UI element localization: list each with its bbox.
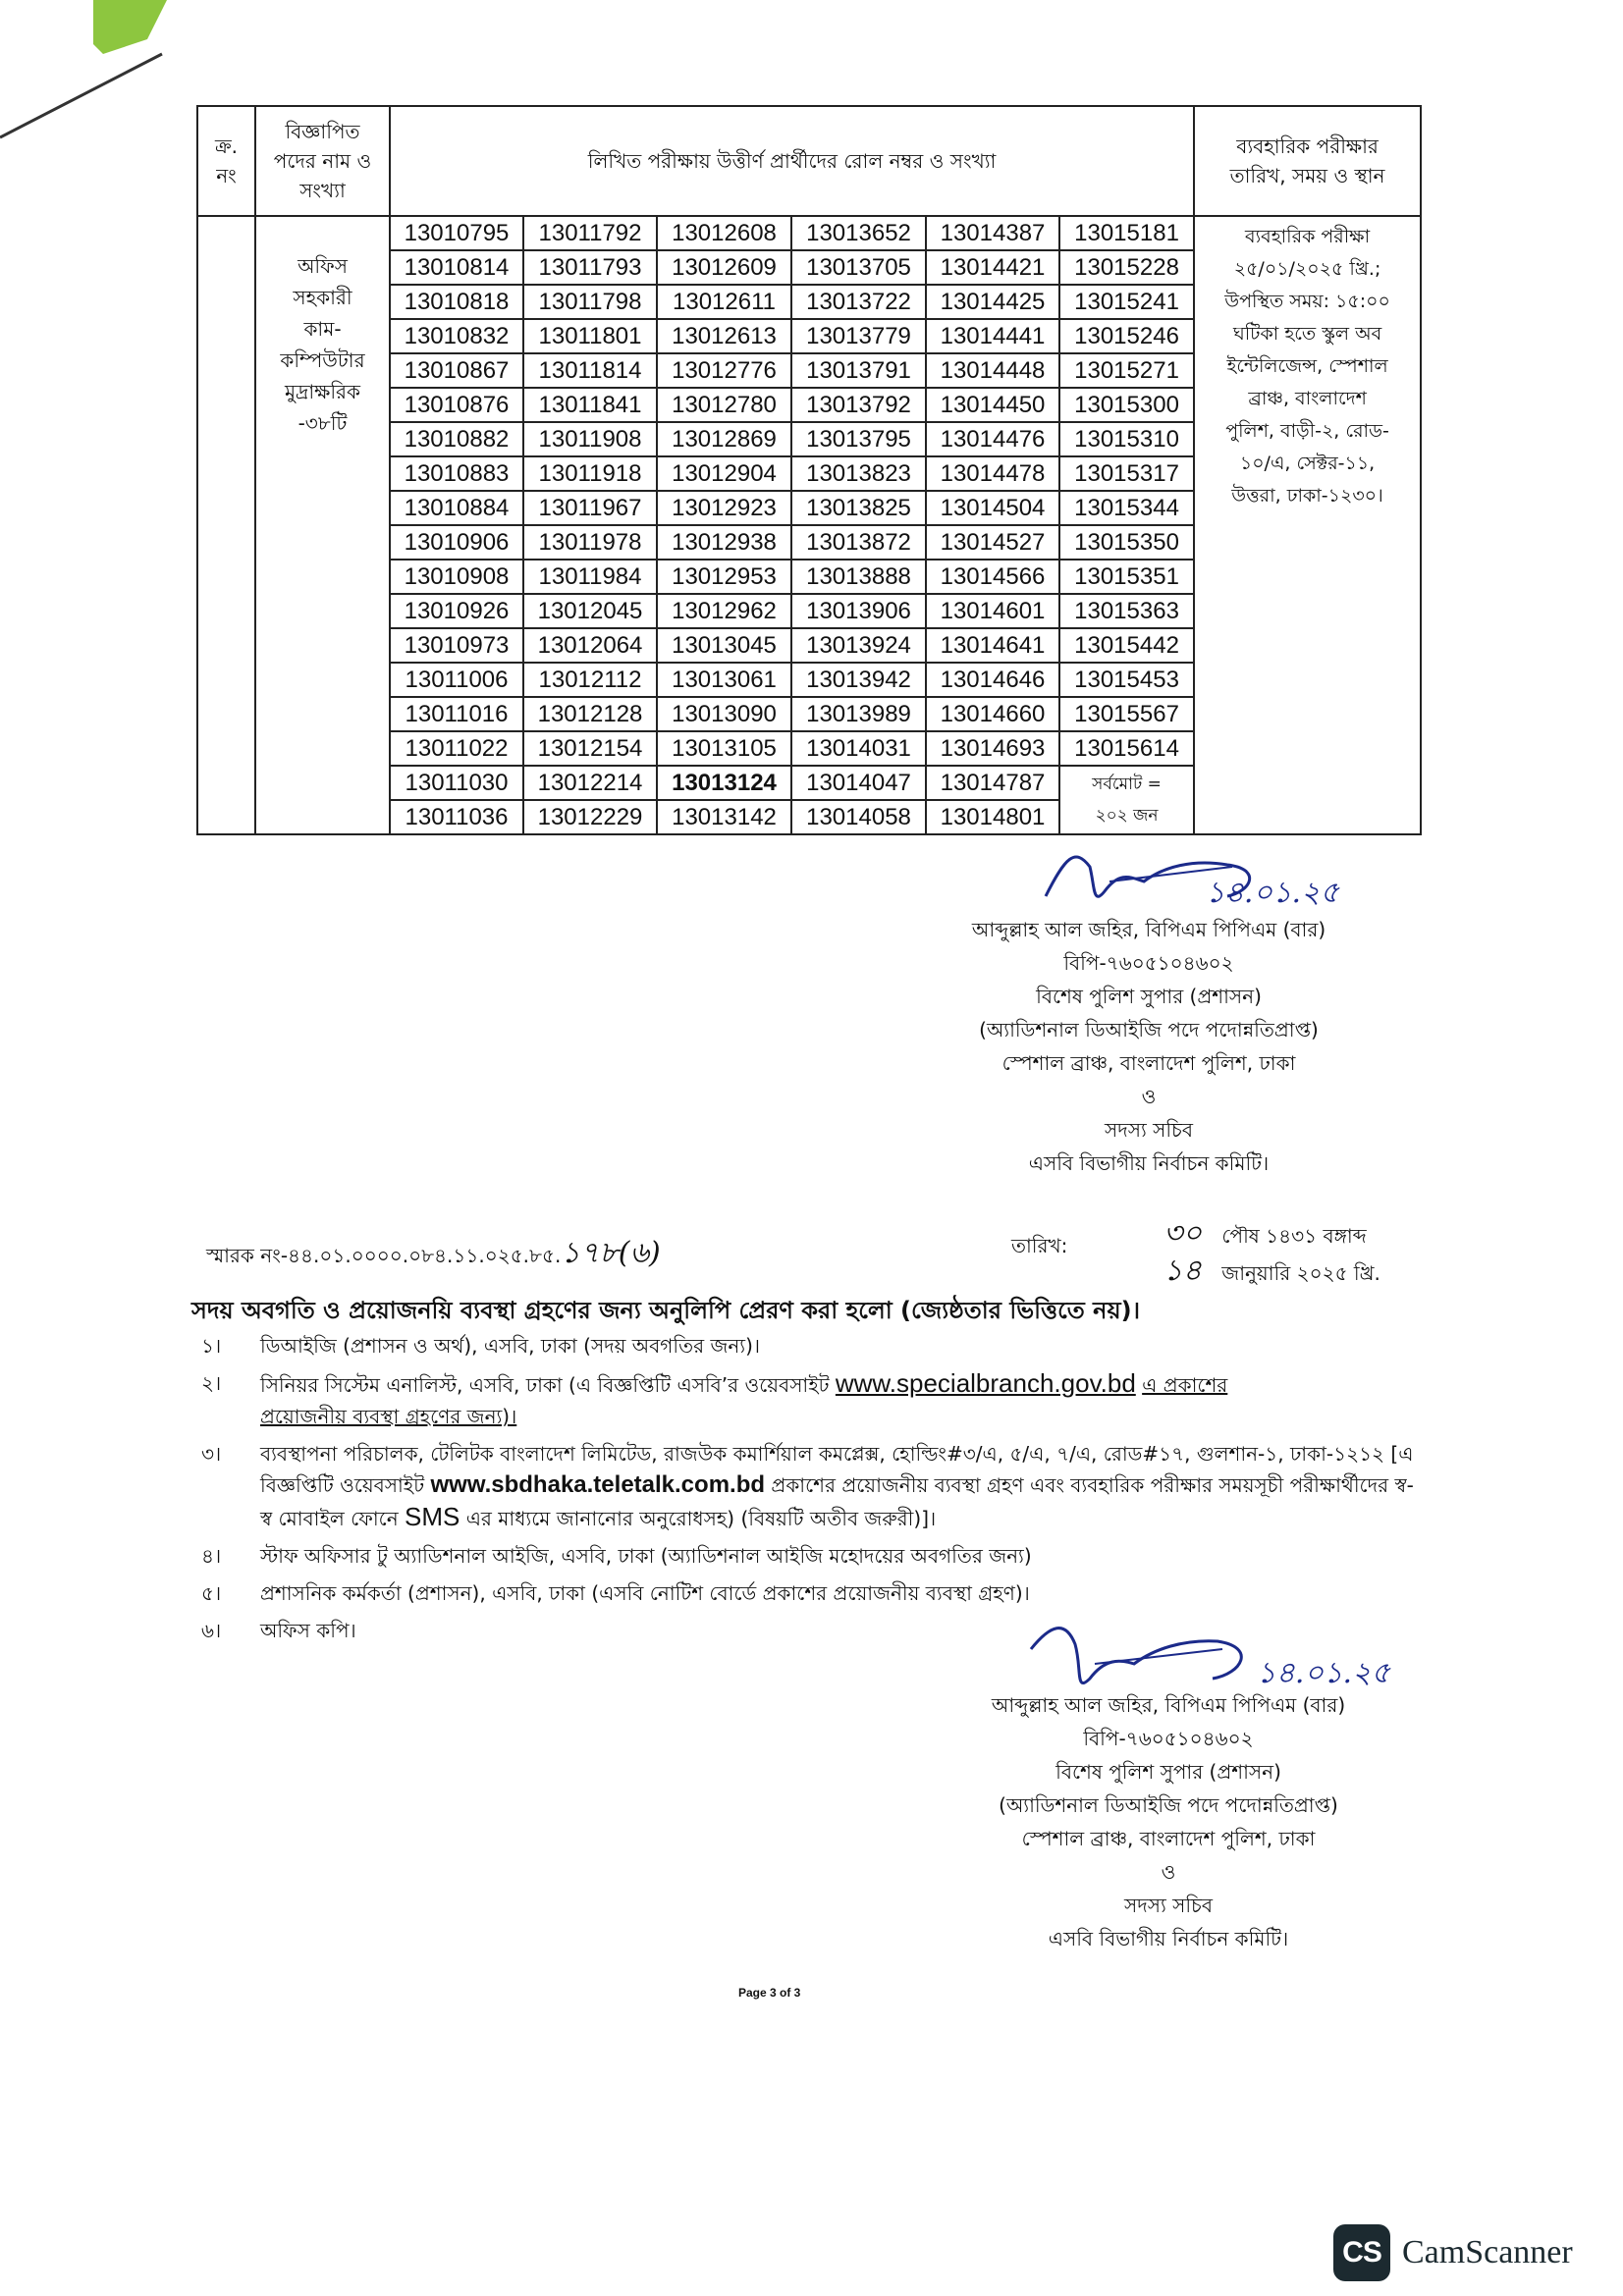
roll-number-cell: 13010908 xyxy=(390,560,523,594)
memo-reference-label: স্মারক নং-৪৪.০১.০০০০.০৮৪.১১.০২৫.৮৫. xyxy=(206,1244,562,1267)
post-name-line: সহকারী xyxy=(293,286,352,309)
roll-number-cell: 13015567 xyxy=(1059,697,1194,731)
total-value: ২০২ জন xyxy=(1095,806,1159,826)
roll-number-cell: 13014527 xyxy=(926,525,1059,560)
roll-number-cell: 13012776 xyxy=(657,353,791,388)
copy-item-text-part: এ প্রকাশের xyxy=(1142,1373,1228,1397)
copy-item-number: ৪। xyxy=(201,1544,222,1568)
roll-number-cell: 13012609 xyxy=(657,250,791,285)
roll-number-cell: 13015351 xyxy=(1059,560,1194,594)
roll-number-cell: 13010867 xyxy=(390,353,523,388)
roll-number-cell: 13013942 xyxy=(791,663,926,697)
signature-2-designation: বিশেষ পুলিশ সুপার (প্রশাসন) xyxy=(1055,1760,1281,1784)
post-name-line: অফিস xyxy=(298,254,348,278)
roll-number-cell: 13013652 xyxy=(791,216,926,250)
copy-item-text xyxy=(260,1367,1419,1432)
signature-2-committee: এসবি বিভাগীয় নির্বাচন কমিটি। xyxy=(1048,1927,1289,1950)
roll-number-cell: 13012112 xyxy=(523,663,657,697)
copy-item-number: ৫। xyxy=(201,1581,222,1605)
roll-number-cell: 13011967 xyxy=(523,491,657,525)
practical-exam-line: উপস্থিত সময়: ১৫:০০ xyxy=(1224,291,1390,312)
copy-item-number: ১। xyxy=(201,1334,222,1358)
roll-number-cell: 13013888 xyxy=(791,560,926,594)
roll-number-cell: 13014801 xyxy=(926,800,1059,834)
practical-exam-cell xyxy=(1194,216,1421,834)
specialbranch-website-link[interactable]: www.specialbranch.gov.bd xyxy=(835,1368,1136,1398)
roll-number-cell: 13012613 xyxy=(657,319,791,353)
practical-exam-line: পুলিশ, বাড়ী-২, রোড- xyxy=(1225,420,1389,442)
roll-number-cell: 13012608 xyxy=(657,216,791,250)
roll-number-cell: 13011814 xyxy=(523,353,657,388)
roll-number-cell: 13012128 xyxy=(523,697,657,731)
memo-date-english-text: জানুয়ারি ২০২৫ খ্রি. xyxy=(1221,1261,1380,1285)
teletalk-website-link[interactable]: www.sbdhaka.teletalk.com.bd xyxy=(430,1471,766,1498)
roll-number-cell: 13012923 xyxy=(657,491,791,525)
roll-number-cell: 13011006 xyxy=(390,663,523,697)
roll-number-cell: 13014646 xyxy=(926,663,1059,697)
copy-item-text xyxy=(260,1438,1419,1534)
roll-number-cell: 13010832 xyxy=(390,319,523,353)
roll-number-cell: 13013779 xyxy=(791,319,926,353)
roll-number-cell: 13010882 xyxy=(390,422,523,456)
corner-green-mark xyxy=(0,0,167,157)
roll-number-cell: 13013722 xyxy=(791,285,926,319)
signature-2-role: সদস্য সচিব xyxy=(1124,1894,1213,1917)
roll-number-cell: 13011918 xyxy=(523,456,657,491)
copy-item-number: ৬। xyxy=(201,1619,222,1642)
signature-2-promotion: (অ্যাডিশনাল ডিআইজি পদে পদোন্নতিপ্রাপ্ত) xyxy=(999,1793,1338,1817)
camscanner-watermark xyxy=(1333,2224,1573,2281)
roll-number-cell: 13013924 xyxy=(791,628,926,663)
roll-number-cell: 13011908 xyxy=(523,422,657,456)
roll-number-cell: 13013105 xyxy=(657,731,791,766)
roll-number-cell: 13014031 xyxy=(791,731,926,766)
signature-2-date: ১৪.০১.২৫ xyxy=(1257,1656,1390,1690)
header-roll-numbers: লিখিত পরীক্ষায় উত্তীর্ণ প্রার্থীদের রোল নম্বর ও সংখ্যা xyxy=(390,106,1194,216)
roll-number-cell: 13014387 xyxy=(926,216,1059,250)
signature-1-committee: এসবি বিভাগীয় নির্বাচন কমিটি। xyxy=(1028,1151,1270,1175)
roll-number-cell: 13014787 xyxy=(926,766,1059,800)
copy-item-5 xyxy=(201,1577,1419,1609)
copy-intro: সদয় অবগতি ও প্রয়োজনয়ি ব্যবস্থা গ্রহণের জন্য অনুলিপি প্রেরণ করা হলো (জ্যেষ্ঠতার ভিত্তিতে নয়)। xyxy=(191,1297,1141,1324)
roll-number-cell: 13010926 xyxy=(390,594,523,628)
practical-exam-line: ২৫/০১/২০২৫ খ্রি.; xyxy=(1233,258,1381,280)
roll-number-cell: 13012064 xyxy=(523,628,657,663)
copy-item-text: অফিস কপি। xyxy=(260,1619,356,1642)
roll-number-cell: 13014421 xyxy=(926,250,1059,285)
sms-text: SMS xyxy=(405,1502,460,1531)
roll-number-cell: 13013906 xyxy=(791,594,926,628)
table-row xyxy=(197,216,1421,250)
signature-1-and: ও xyxy=(1141,1085,1157,1108)
signature-1-office: স্পেশাল ব্রাঞ্চ, বাংলাদেশ পুলিশ, ঢাকা xyxy=(1001,1051,1296,1075)
copy-item-2 xyxy=(201,1367,1419,1432)
roll-number-cell: 13011030 xyxy=(390,766,523,800)
post-name-line: কম্পিউটার xyxy=(280,348,365,372)
roll-number-cell: 13010883 xyxy=(390,456,523,491)
serial-cell xyxy=(197,216,255,834)
post-name-line: -৩৮টি xyxy=(298,411,348,435)
roll-number-cell: 13011978 xyxy=(523,525,657,560)
roll-number-cell: 13013791 xyxy=(791,353,926,388)
roll-number-cell: 13015271 xyxy=(1059,353,1194,388)
roll-number-cell: 13013142 xyxy=(657,800,791,834)
memo-date-bangla-text: পৌষ ১৪৩১ বঙ্গাব্দ xyxy=(1221,1224,1367,1248)
post-name-line: মুদ্রাক্ষরিক xyxy=(284,380,361,403)
roll-number-cell: 13015350 xyxy=(1059,525,1194,560)
signature-2 xyxy=(1021,1610,1276,1698)
total-label: সর্বমোট = xyxy=(1092,774,1162,794)
post-name-cell xyxy=(255,216,390,834)
roll-number-cell: 13013872 xyxy=(791,525,926,560)
roll-number-cell: 13013705 xyxy=(791,250,926,285)
header-practical-exam: ব্যবহারিক পরীক্ষার তারিখ, সময় ও স্থান xyxy=(1194,106,1421,216)
signature-1-role: সদস্য সচিব xyxy=(1105,1118,1193,1142)
roll-number-cell: 13014058 xyxy=(791,800,926,834)
roll-table-body xyxy=(197,216,1421,834)
roll-number-cell: 13012780 xyxy=(657,388,791,422)
roll-number-cell: 13012869 xyxy=(657,422,791,456)
roll-number-cell: 13013045 xyxy=(657,628,791,663)
copy-distribution-list xyxy=(201,1330,1419,1652)
signature-1-designation: বিশেষ পুলিশ সুপার (প্রশাসন) xyxy=(1036,985,1262,1008)
roll-number-cell: 13014425 xyxy=(926,285,1059,319)
memo-date-english xyxy=(1163,1247,1380,1297)
page-number: Page 3 of 3 xyxy=(738,1986,801,2000)
roll-number-cell: 13014450 xyxy=(926,388,1059,422)
signature-1-block xyxy=(913,913,1384,1180)
memo-date-bangla-day: ৩০ xyxy=(1163,1216,1203,1251)
roll-number-cell: 13015300 xyxy=(1059,388,1194,422)
roll-number-cell: 13014504 xyxy=(926,491,1059,525)
roll-number-cell: 13015246 xyxy=(1059,319,1194,353)
roll-number-cell: 13011798 xyxy=(523,285,657,319)
roll-number-cell: 13010795 xyxy=(390,216,523,250)
roll-number-cell: 13011016 xyxy=(390,697,523,731)
roll-number-cell: 13010818 xyxy=(390,285,523,319)
copy-item-text-part: ব্যবস্থাপনা পরিচালক, টেলিটক বাংলাদেশ লিমিটেড, রাজউক কমার্শিয়াল কমপ্লেক্স, হোল্ডিং#৩/এ, ৫/এ, ৭/এ, রোড#১৭, গুলশান-১, ঢাকা-১২১২ [এ বিজ্ঞপ্তিটি ওয়েবসাইট xyxy=(260,1442,1414,1497)
roll-number-cell: 13013823 xyxy=(791,456,926,491)
copy-item-text-part: সিনিয়র সিস্টেম এনালিস্ট, এসবি, ঢাকা (এ বিজ্ঞপ্তিটি এসবি’র ওয়েবসাইট xyxy=(260,1373,830,1397)
roll-number-cell: 13014601 xyxy=(926,594,1059,628)
roll-number-cell: 13015241 xyxy=(1059,285,1194,319)
signature-1-date: ১৪.০১.২৫ xyxy=(1206,876,1339,910)
practical-exam-line: ১০/এ, সেক্টর-১১, xyxy=(1239,453,1376,474)
header-post: বিজ্ঞাপিত পদের নাম ও সংখ্যা xyxy=(255,106,390,216)
roll-number-cell: 13012953 xyxy=(657,560,791,594)
roll-number-cell: 13012904 xyxy=(657,456,791,491)
roll-number-cell: 13015614 xyxy=(1059,731,1194,766)
signature-2-office: স্পেশাল ব্রাঞ্চ, বাংলাদেশ পুলিশ, ঢাকা xyxy=(1021,1827,1316,1850)
copy-item-4 xyxy=(201,1540,1419,1572)
roll-number-cell: 13012938 xyxy=(657,525,791,560)
roll-number-cell: 13015228 xyxy=(1059,250,1194,285)
signature-1-promotion: (অ্যাডিশনাল ডিআইজি পদে পদোন্নতিপ্রাপ্ত) xyxy=(979,1018,1319,1041)
roll-number-cell: 13014566 xyxy=(926,560,1059,594)
roll-number-cell: 13012154 xyxy=(523,731,657,766)
roll-number-cell: 13014448 xyxy=(926,353,1059,388)
signature-1-name: আব্দুল্লাহ আল জহির, বিপিএম পিপিএম (বার) xyxy=(971,918,1326,941)
roll-number-cell: 13011801 xyxy=(523,319,657,353)
roll-number-cell: 13013795 xyxy=(791,422,926,456)
practical-exam-line: ইন্টেলিজেন্স, স্পেশাল xyxy=(1226,355,1388,377)
roll-number-cell: 13013061 xyxy=(657,663,791,697)
memo-date-english-day: ১৪ xyxy=(1163,1254,1202,1288)
total-count-cell xyxy=(1059,766,1194,834)
copy-item-text: স্টাফ অফিসার টু অ্যাডিশনাল আইজি, এসবি, ঢাকা (অ্যাডিশনাল আইজি মহোদয়ের অবগতির জন্য) xyxy=(260,1544,1032,1568)
copy-item-number: ৩। xyxy=(201,1442,222,1466)
copy-item-3 xyxy=(201,1438,1419,1534)
roll-number-cell: 13015310 xyxy=(1059,422,1194,456)
roll-number-cell: 13010973 xyxy=(390,628,523,663)
roll-number-cell: 13014441 xyxy=(926,319,1059,353)
roll-number-cell: 13014641 xyxy=(926,628,1059,663)
roll-number-cell: 13010876 xyxy=(390,388,523,422)
roll-number-cell: 13011792 xyxy=(523,216,657,250)
roll-number-cell: 13012962 xyxy=(657,594,791,628)
roll-number-cell: 13012229 xyxy=(523,800,657,834)
roll-number-cell: 13011793 xyxy=(523,250,657,285)
roll-number-table xyxy=(196,105,1422,835)
copy-item-number: ২। xyxy=(201,1371,222,1395)
roll-number-cell: 13014693 xyxy=(926,731,1059,766)
roll-number-cell: 13012214 xyxy=(523,766,657,800)
roll-number-cell: 13015363 xyxy=(1059,594,1194,628)
post-name-line: কাম- xyxy=(303,317,342,341)
roll-number-cell: 13014047 xyxy=(791,766,926,800)
roll-number-cell: 13011841 xyxy=(523,388,657,422)
roll-number-cell: 13010884 xyxy=(390,491,523,525)
practical-exam-line: ব্যবহারিক পরীক্ষা xyxy=(1245,226,1371,247)
roll-number-cell: 13015453 xyxy=(1059,663,1194,697)
header-serial: ক্র. নং xyxy=(197,106,255,216)
copy-item-1 xyxy=(201,1330,1419,1362)
practical-exam-line: ঘটিকা হতে স্কুল অব xyxy=(1232,323,1382,345)
memo-reference-handwritten: ১৭৮(৬) xyxy=(561,1236,661,1270)
copy-item-text-part: প্রয়োজনীয় ব্যবস্থা গ্রহণের জন্য)। xyxy=(260,1405,517,1428)
signature-2-block xyxy=(933,1688,1404,1955)
signature-2-bp: বিপি-৭৬০৫১০৪৬০২ xyxy=(1083,1727,1254,1750)
camscanner-icon: CS xyxy=(1333,2224,1390,2281)
roll-number-cell: 13011984 xyxy=(523,560,657,594)
roll-number-cell: 13012045 xyxy=(523,594,657,628)
roll-number-cell: 13012611 xyxy=(657,285,791,319)
roll-number-cell: 13013989 xyxy=(791,697,926,731)
roll-number-cell: 13013792 xyxy=(791,388,926,422)
copy-item-text-part: এর মাধ্যমে জানানোর অনুরোধসহ) (বিষয়টি অতীব জরুরী)]। xyxy=(465,1507,937,1530)
copy-item-text-part: প্রকাশের প্রয়োজনীয় ব্যবস্থা গ্রহণ এবং ব্যবহারিক পরীক্ষার সময়সূচী পরীক্ষার্থীদের স্ব-স্ব মোবাইল ফোনে xyxy=(260,1473,1414,1530)
copy-item-text: ডিআইজি (প্রশাসন ও অর্থ), এসবি, ঢাকা (সদয় অবগতির জন্য)। xyxy=(260,1334,761,1358)
practical-exam-line: উত্তরা, ঢাকা-১২৩০। xyxy=(1231,485,1383,507)
roll-number-cell: 13015344 xyxy=(1059,491,1194,525)
roll-number-cell: 13013825 xyxy=(791,491,926,525)
roll-number-cell: 13015181 xyxy=(1059,216,1194,250)
roll-number-cell: 13010906 xyxy=(390,525,523,560)
roll-number-cell: 13014478 xyxy=(926,456,1059,491)
roll-number-cell: 13015442 xyxy=(1059,628,1194,663)
signature-2-and: ও xyxy=(1161,1860,1176,1884)
signature-1-bp: বিপি-৭৬০৫১০৪৬০২ xyxy=(1063,951,1234,975)
copy-item-text: প্রশাসনিক কর্মকর্তা (প্রশাসন), এসবি, ঢাকা (এসবি নোটিশ বোর্ডে প্রকাশের প্রয়োজনীয় ব্যবস্থা গ্রহণ)। xyxy=(260,1581,1030,1605)
practical-exam-line: ব্রাঞ্চ, বাংলাদেশ xyxy=(1248,388,1367,409)
signature-2-name: আব্দুল্লাহ আল জহির, বিপিএম পিপিএম (বার) xyxy=(991,1693,1346,1717)
memo-date-label: তারিখ: xyxy=(1011,1234,1068,1257)
roll-number-cell: 13011036 xyxy=(390,800,523,834)
roll-number-cell: 13014476 xyxy=(926,422,1059,456)
memo-reference xyxy=(206,1229,661,1279)
camscanner-label: CamScanner xyxy=(1402,2234,1573,2270)
roll-number-cell: 13013124 xyxy=(657,766,791,800)
roll-number-cell: 13014660 xyxy=(926,697,1059,731)
roll-number-cell: 13015317 xyxy=(1059,456,1194,491)
roll-number-cell: 13011022 xyxy=(390,731,523,766)
roll-number-cell: 13010814 xyxy=(390,250,523,285)
roll-number-cell: 13013090 xyxy=(657,697,791,731)
